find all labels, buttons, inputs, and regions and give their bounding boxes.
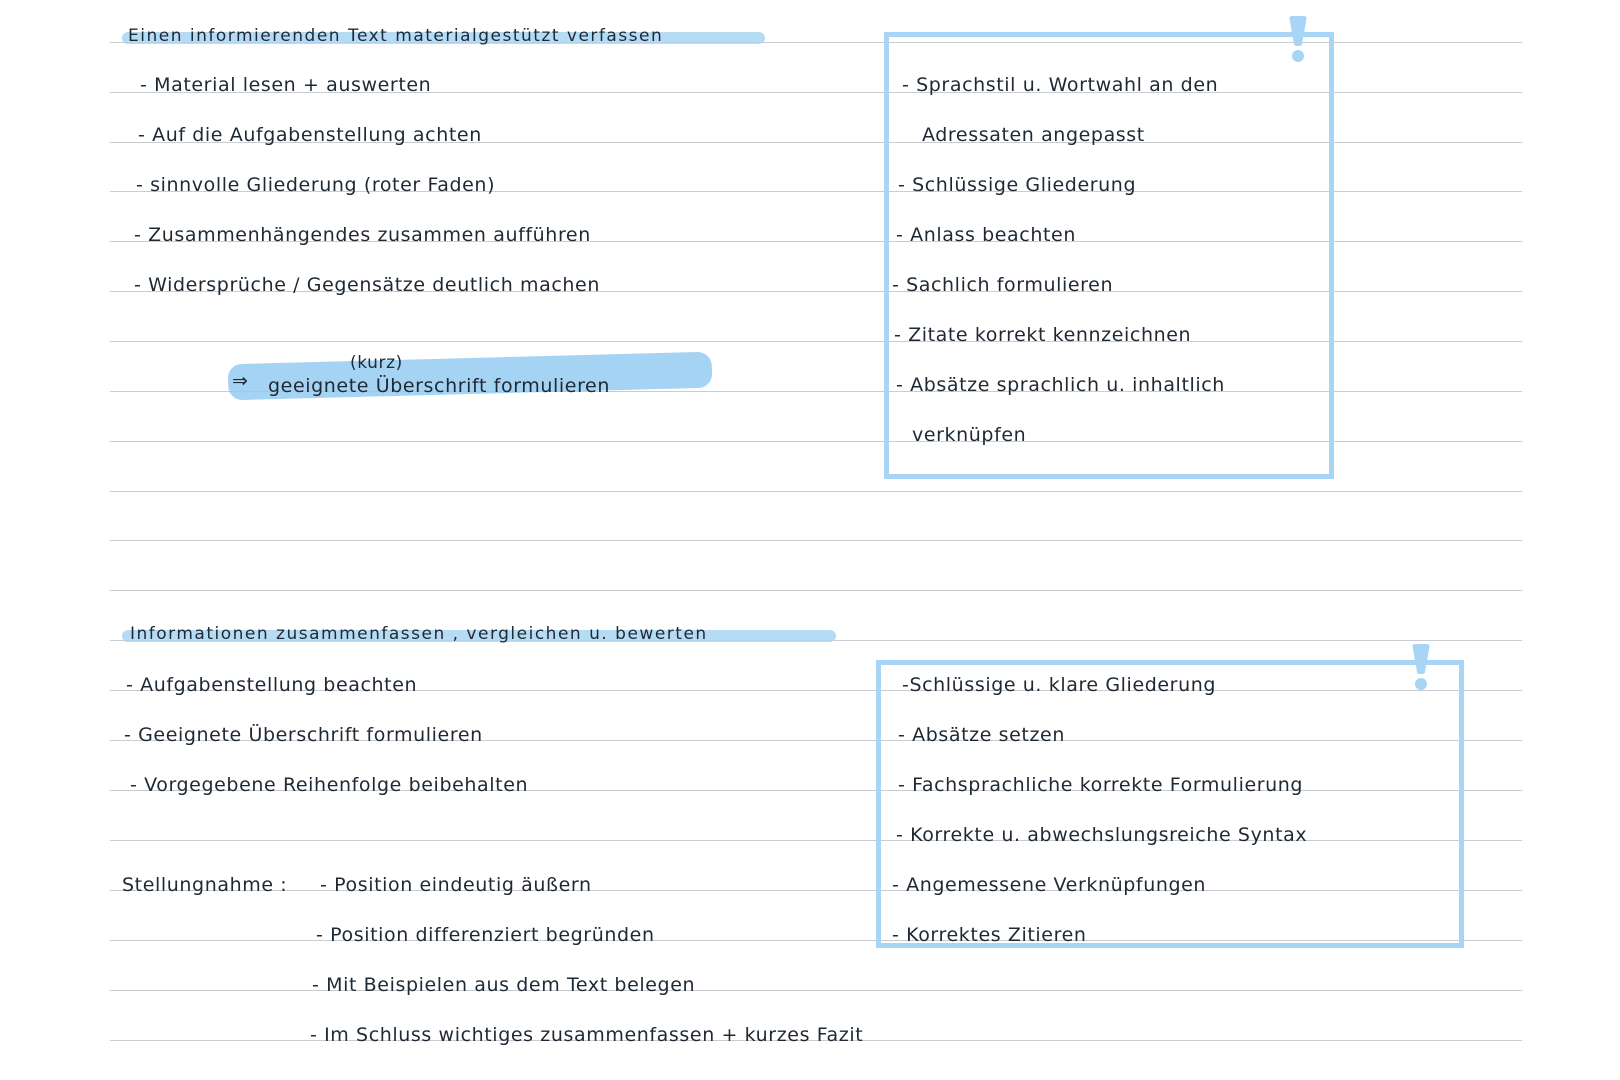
stellungnahme-item: - Im Schluss wichtiges zusammenfassen + kurzes Fazit bbox=[310, 1024, 864, 1046]
box1-item: verknüpfen bbox=[912, 424, 1027, 446]
box2-item: - Angemessene Verknüpfungen bbox=[892, 874, 1207, 896]
stellungnahme-item: - Position differenziert begründen bbox=[316, 924, 655, 946]
stellungnahme-item: - Mit Beispielen aus dem Text belegen bbox=[312, 974, 696, 996]
box1-item: - Sachlich formulieren bbox=[892, 274, 1114, 296]
ruled-line bbox=[110, 491, 1522, 492]
annotation-kurz: (kurz) bbox=[350, 353, 403, 373]
tips-box bbox=[876, 660, 1464, 948]
box1-item: - Schlüssige Gliederung bbox=[898, 174, 1137, 196]
ruled-line bbox=[110, 590, 1522, 591]
section1-heading: Einen informierenden Text materialgestützt verfassen bbox=[128, 26, 664, 46]
box1-item: - Absätze sprachlich u. inhaltlich bbox=[896, 374, 1225, 396]
section2-item: - Vorgegebene Reihenfolge beibehalten bbox=[130, 774, 529, 796]
section2-item: - Aufgabenstellung beachten bbox=[126, 674, 418, 696]
section1-item: - sinnvolle Gliederung (roter Faden) bbox=[136, 174, 496, 196]
arrow-icon: ⇒ bbox=[232, 370, 249, 392]
tips-box bbox=[884, 32, 1334, 479]
box2-item: - Korrekte u. abwechslungsreiche Syntax bbox=[896, 824, 1308, 846]
box2-item: -Schlüssige u. klare Gliederung bbox=[902, 674, 1217, 696]
box1-item: - Sprachstil u. Wortwahl an den bbox=[902, 74, 1219, 96]
section1-item: - Auf die Aufgabenstellung achten bbox=[138, 124, 482, 146]
section1-conclusion: geeignete Überschrift formulieren bbox=[268, 375, 610, 397]
section2-item: - Geeignete Überschrift formulieren bbox=[124, 724, 483, 746]
section2-heading: Informationen zusammenfassen , vergleichen u. bewerten bbox=[130, 624, 708, 644]
box1-item: - Anlass beachten bbox=[896, 224, 1076, 246]
box1-item: Adressaten angepasst bbox=[922, 124, 1145, 146]
ruled-line bbox=[110, 540, 1522, 541]
section1-item: - Material lesen + auswerten bbox=[140, 74, 432, 96]
stellungnahme-label: Stellungnahme : bbox=[122, 874, 288, 896]
stellungnahme-item: - Position eindeutig äußern bbox=[320, 874, 592, 896]
box2-item: - Absätze setzen bbox=[898, 724, 1065, 746]
box2-item: - Korrektes Zitieren bbox=[892, 924, 1087, 946]
box1-item: - Zitate korrekt kennzeichnen bbox=[894, 324, 1192, 346]
box2-item: - Fachsprachliche korrekte Formulierung bbox=[898, 774, 1304, 796]
section1-item: - Zusammenhängendes zusammen aufführen bbox=[134, 224, 591, 246]
section1-item: - Widersprüche / Gegensätze deutlich machen bbox=[134, 274, 600, 296]
